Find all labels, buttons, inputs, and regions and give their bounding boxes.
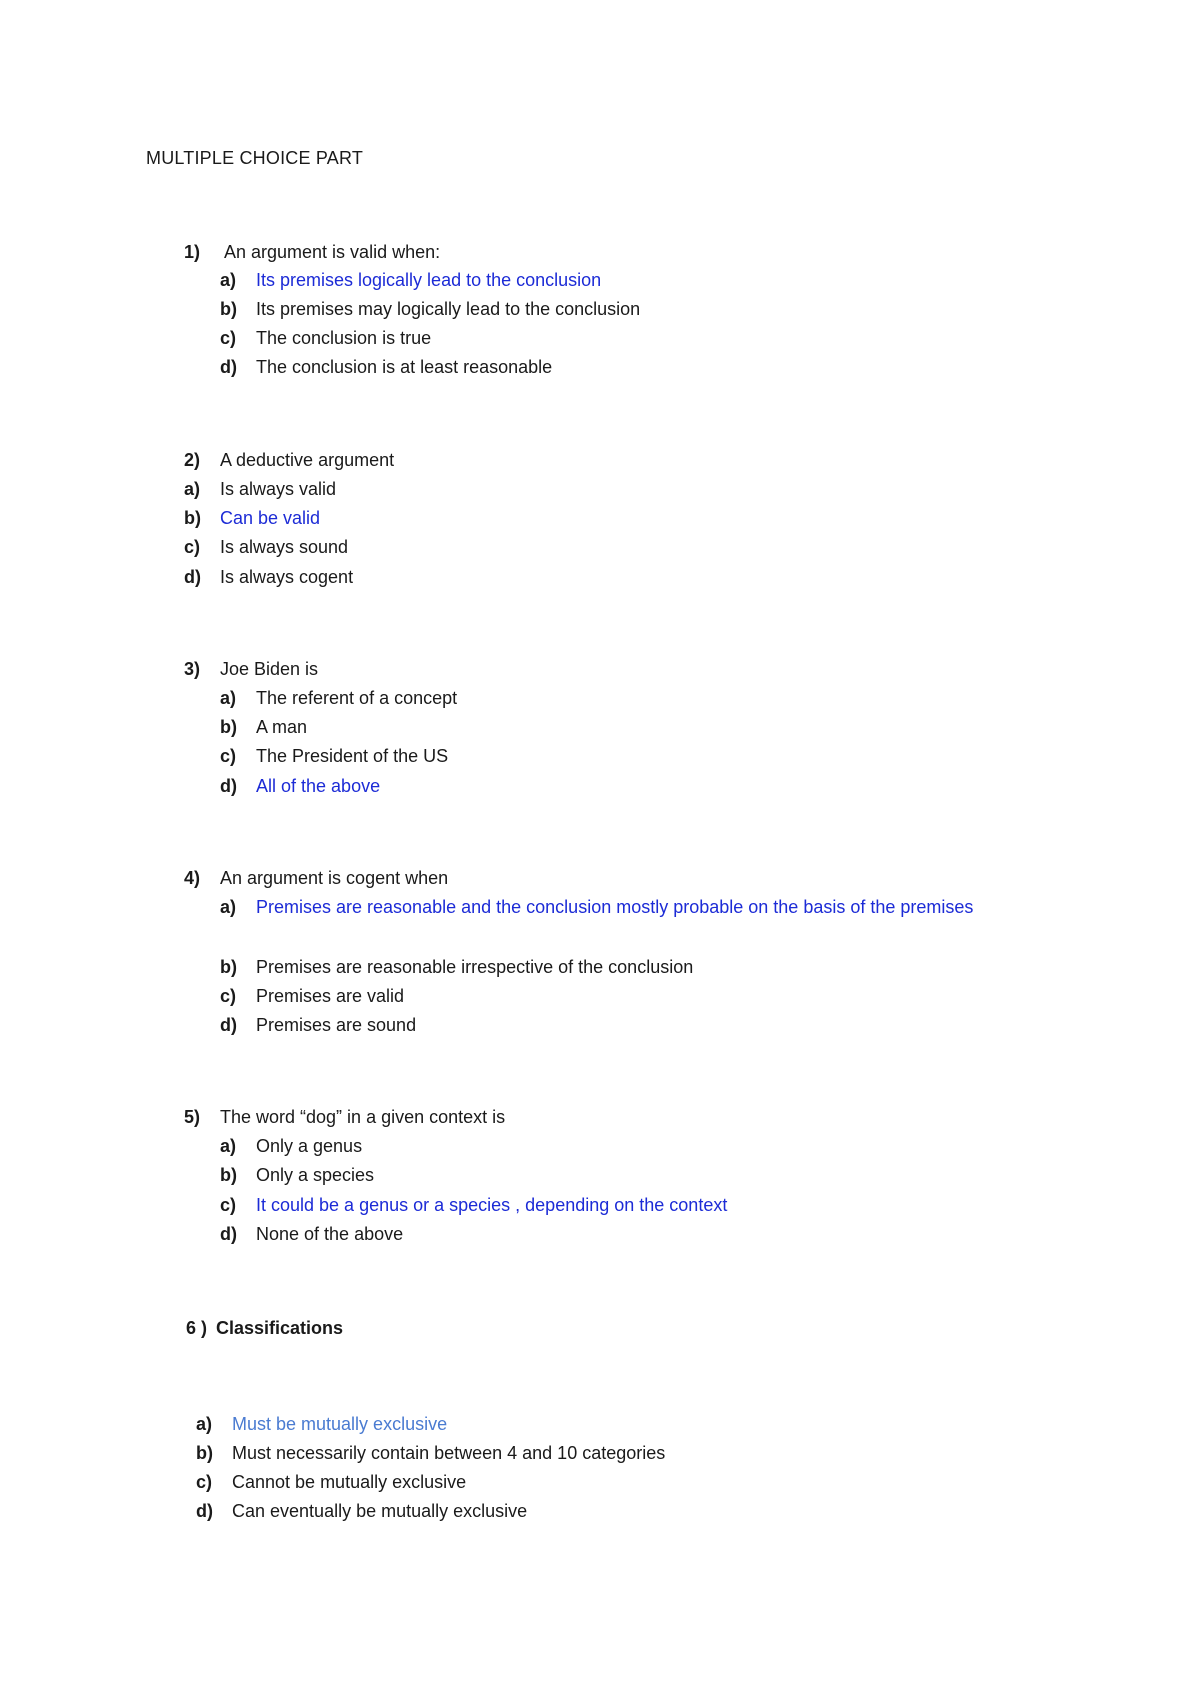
question-5-option-c[interactable]: c) It could be a genus or a species , depending on the context (220, 1191, 727, 1220)
question-number: 6 ) (186, 1318, 208, 1338)
question-3-option-b[interactable]: b) A man (220, 713, 307, 742)
question-1-option-b[interactable]: b) Its premises may logically lead to the conclusion (220, 295, 640, 324)
question-5-option-a[interactable]: a) Only a genus (220, 1132, 362, 1161)
question-number: 1) (184, 242, 201, 262)
option-text: Must be mutually exclusive (232, 1414, 448, 1434)
question-6-option-a[interactable]: a) Must be mutually exclusive (196, 1410, 447, 1439)
option-text: Must necessarily contain between 4 and 10 categories (232, 1443, 666, 1463)
option-text: Its premises may logically lead to the conclusion (256, 299, 641, 319)
question-6-option-d[interactable]: d) Can eventually be mutually exclusive (196, 1497, 527, 1526)
question-6 (186, 1318, 343, 1339)
question-2 (184, 450, 394, 471)
option-text: Is always valid (220, 479, 337, 499)
option-text: Can eventually be mutually exclusive (232, 1501, 528, 1521)
question-6-option-b[interactable]: b) Must necessarily contain between 4 and 10 categories (196, 1439, 665, 1468)
question-3 (184, 659, 318, 680)
question-1 (184, 242, 440, 263)
question-number: 3) (184, 659, 201, 679)
question-4-option-d[interactable]: d) Premises are sound (220, 1011, 416, 1040)
question-3-option-c[interactable]: c) The President of the US (220, 742, 448, 771)
question-1-option-a[interactable]: a) Its premises logically lead to the conclusion (220, 266, 601, 295)
option-text: The referent of a concept (256, 688, 458, 708)
question-text: An argument is valid when: (224, 242, 441, 262)
question-4 (184, 868, 448, 889)
question-text: Classifications (216, 1318, 344, 1338)
question-3-option-d[interactable]: d) All of the above (220, 772, 380, 801)
question-number: 2) (184, 450, 201, 470)
option-text: Is always cogent (220, 567, 354, 587)
option-text: Only a species (256, 1165, 375, 1185)
option-text: All of the above (256, 776, 381, 796)
question-1-option-c[interactable]: c) The conclusion is true (220, 324, 431, 353)
option-text: The conclusion is at least reasonable (256, 357, 553, 377)
option-text: None of the above (256, 1224, 404, 1244)
option-text: The President of the US (256, 746, 449, 766)
option-text: The conclusion is true (256, 328, 432, 348)
question-text: Joe Biden is (220, 659, 319, 679)
question-text: A deductive argument (220, 450, 395, 470)
question-number: 5) (184, 1107, 201, 1127)
option-text: Premises are reasonable irrespective of the conclusion (256, 957, 694, 977)
option-text: Cannot be mutually exclusive (232, 1472, 467, 1492)
option-text: Is always sound (220, 537, 349, 557)
question-2-option-c[interactable]: c) Is always sound (184, 533, 348, 562)
option-text: A man (256, 717, 308, 737)
question-number: 4) (184, 868, 201, 888)
question-2-option-a[interactable]: a) Is always valid (184, 475, 336, 504)
option-text: Premises are reasonable and the conclusion mostly probable on the basis of the premises (256, 897, 974, 917)
option-text: Can be valid (220, 508, 321, 528)
option-text: Premises are valid (256, 986, 405, 1006)
question-6-option-c[interactable]: c) Cannot be mutually exclusive (196, 1468, 466, 1497)
question-text: The word “dog” in a given context is (220, 1107, 506, 1127)
question-4-option-a[interactable]: a) Premises are reasonable and the conclusion mostly probable on the basis of the premises (220, 893, 1000, 922)
page-heading: MULTIPLE CHOICE PART (146, 148, 364, 168)
question-5-option-b[interactable]: b) Only a species (220, 1161, 374, 1190)
option-text: Premises are sound (256, 1015, 417, 1035)
question-5 (184, 1107, 505, 1128)
option-text: Only a genus (256, 1136, 363, 1156)
option-text: It could be a genus or a species , depending on the context (256, 1195, 728, 1215)
question-2-option-b[interactable]: b) Can be valid (184, 504, 320, 533)
question-4-option-c[interactable]: c) Premises are valid (220, 982, 404, 1011)
question-text: An argument is cogent when (220, 868, 449, 888)
question-4-option-b[interactable]: b) Premises are reasonable irrespective of the conclusion (220, 953, 693, 982)
question-5-option-d[interactable]: d) None of the above (220, 1220, 403, 1249)
option-text: Its premises logically lead to the conclusion (256, 270, 602, 290)
question-2-option-d[interactable]: d) Is always cogent (184, 563, 353, 592)
question-3-option-a[interactable]: a) The referent of a concept (220, 684, 457, 713)
question-1-option-d[interactable]: d) The conclusion is at least reasonable (220, 353, 552, 382)
